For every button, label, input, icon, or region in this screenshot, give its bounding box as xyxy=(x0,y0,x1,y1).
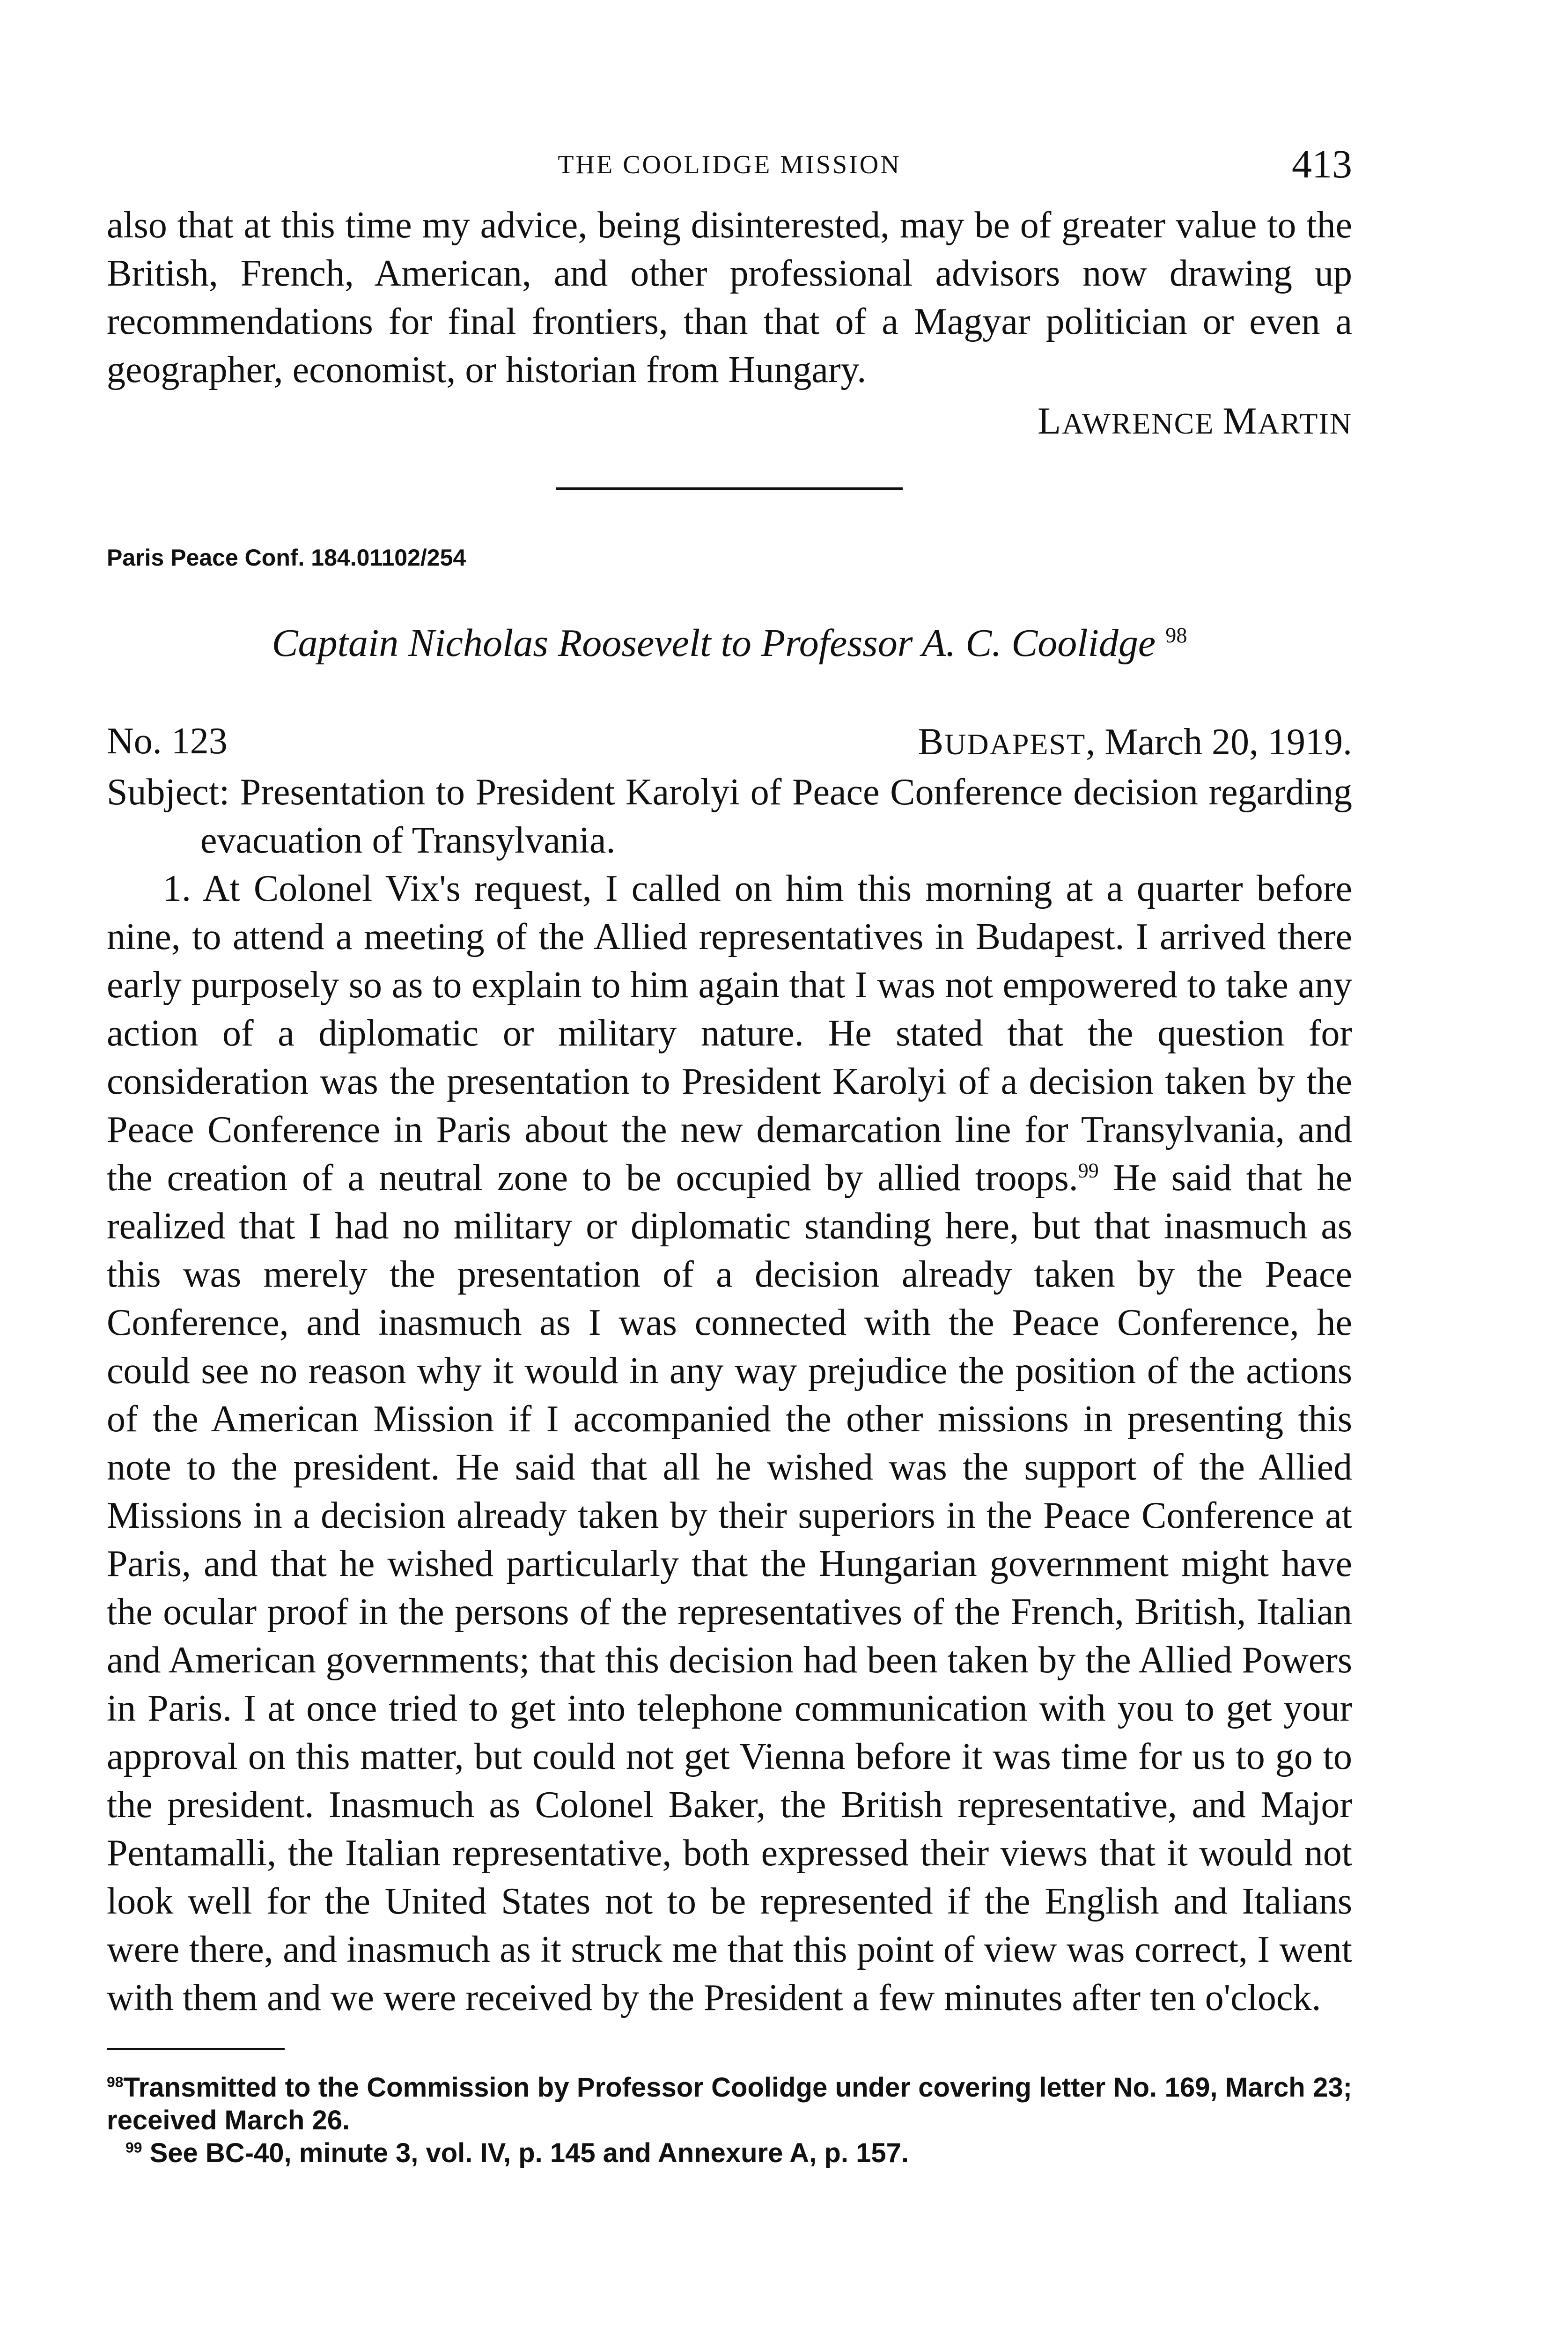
body-paragraph: 1. At Colonel Vix's request, I called on him this morning at a quarter before nine, to attend a meeting of the Allied representatives in Budapest. I arrived there early purposely so as to explain to him again that I was not empowered to take any action of a diplomatic or military nature. He stated that the question for consideration was the presentation to President Karolyi of a decision taken by the Peace Conference in Paris about the new demarcation line for Transylvania, and the creation of a neutral zone to be occupied by allied troops.$^{99}$ He said that he realized that I had no military or diplomatic standing here, but that inasmuch as this was merely the presentation of a decision already taken by the Peace Conference, and inasmuch as I was connected with the Peace Conference, he could see no reason why it would in any way prejudice the position of the actions of the American Mission if I accompanied the other missions in presenting this note to the president. He said that all he wished was the support of the Allied Missions in a decision already taken by their superiors in the Peace Conference at Paris, and that he wished particularly that the Hungarian government might have the ocular proof in the persons of the representatives of the French, British, Italian and American governments; that this decision had been taken by the Allied Powers in Paris. I at once tried to get into telephone communication with you to get your approval on this matter, but could not get Vienna before it was time for us to go to the president. Inasmuch as Colonel Baker, the British representative, and Major Pentamalli, the Italian representative, both expressed their views that it would not look well for the United States not to be represented if the English and Italians were there, and inasmuch as it struck me that this point of view was correct, I went with them and we were received by the President a few minutes after ten o'clock. xyxy=(107,868,1352,2018)
footnote-ref-98: 98 xyxy=(1165,623,1187,647)
document-title: Captain Nicholas Roosevelt to Professor A. C. Coolidge $^{98}$ xyxy=(272,621,1187,665)
subject-line: Subject: Presentation to President Karolyi of Peace Conference decision regarding evacuation of Transylvania. xyxy=(107,772,1352,861)
footnote-ref-99: 99 xyxy=(1078,1159,1099,1182)
footnote: $^{99}$ See BC-40, minute 3, vol. IV, p. 145 and Annexure A, p. 157. xyxy=(125,2138,909,2168)
page-number: 413 xyxy=(1292,141,1352,186)
page-header xyxy=(107,140,1352,201)
intro-paragraph: also that at this time my advice, being disinterested, may be of greater value to the British, French, American, and other professional advisors now drawing up recommendations for final frontiers, than that of a Magyar politician or even a geographer, economist, or historian from Hungary. xyxy=(107,205,1352,390)
signature: LAWRENCE MARTIN xyxy=(1038,399,1352,442)
section-divider xyxy=(556,487,903,490)
place-date: BUDAPEST, March 20, 1919. xyxy=(918,720,1352,763)
footnote-rule xyxy=(107,2048,285,2050)
file-reference: Paris Peace Conf. 184.01102/254 xyxy=(107,545,466,571)
document-number: No. 123 xyxy=(107,721,228,762)
page xyxy=(107,140,1352,2170)
footnote: $^{98}$Transmitted to the Commission by Professor Coolidge under covering letter No. 169, March 23; received March 26. xyxy=(107,2072,1352,2135)
document-number-line xyxy=(107,717,1352,768)
running-head: THE COOLIDGE MISSION xyxy=(558,150,901,179)
